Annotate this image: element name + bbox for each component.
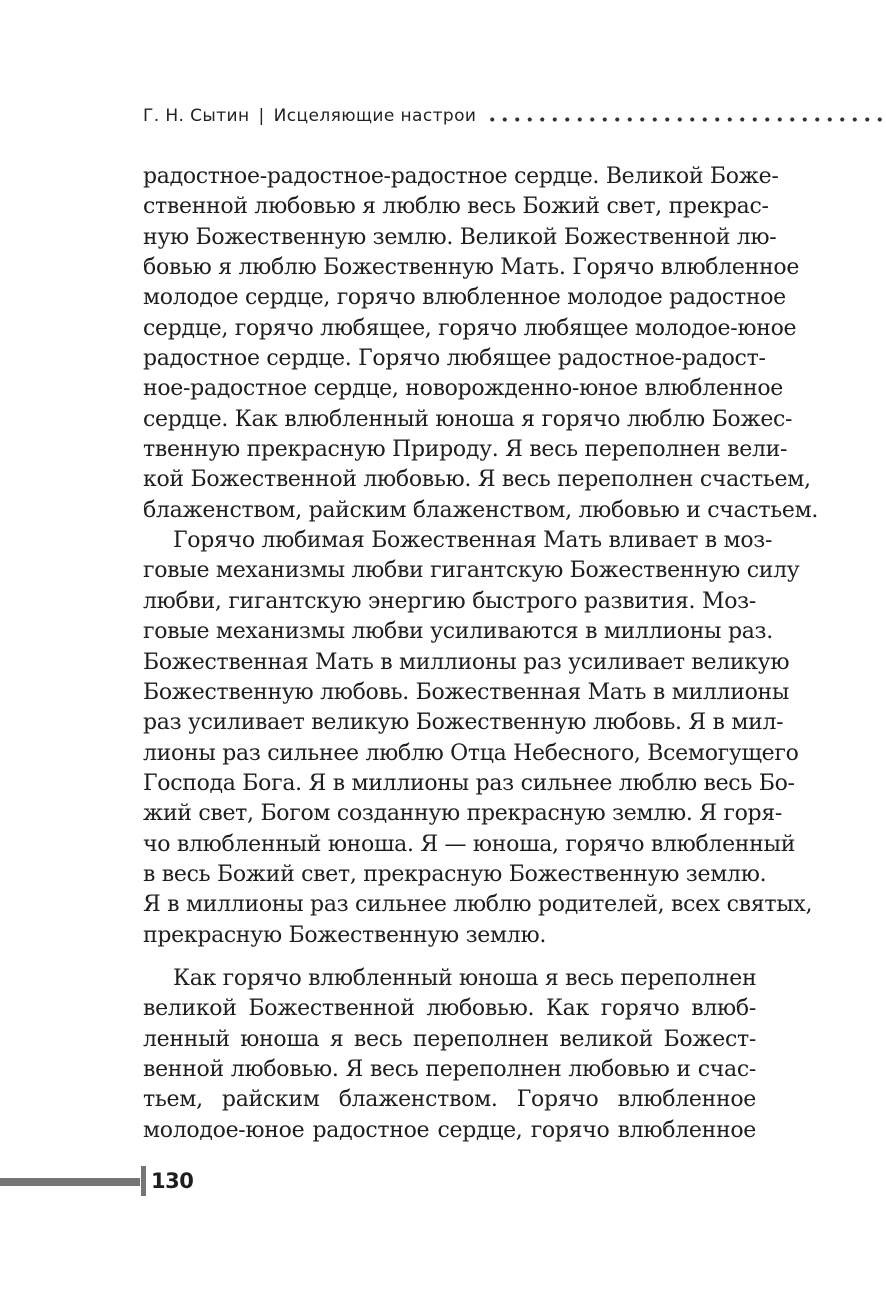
text-line: раз усиливает великую Божественную любовь. Я в мил- <box>143 710 784 736</box>
text-line: чо влюбленный юноша. Я — юноша, горячо влюбленный <box>143 831 796 857</box>
text-line: тьем, райским блаженством. Горячо влюбленное <box>143 1087 756 1113</box>
running-header <box>143 103 886 129</box>
page-number-bar <box>0 1178 140 1186</box>
page-number: 130 <box>151 1169 194 1193</box>
text-line: Божественная Мать в миллионы раз усиливает великую <box>143 649 790 675</box>
text-line: Как горячо влюбленный юноша я весь переполнен <box>173 965 757 991</box>
text-line: Господа Бога. Я в миллионы раз сильнее люблю весь Бо- <box>143 770 795 796</box>
text-line: Горячо любимая Божественная Мать вливает в моз- <box>173 528 773 554</box>
paragraph-1 <box>143 162 819 526</box>
text-line: бовью я люблю Божественную Мать. Горячо влюбленное <box>143 255 800 281</box>
text-line: в весь Божий свет, прекрасную Божественную землю. <box>143 861 767 887</box>
text-line: ную Божественную землю. Великой Божественной лю- <box>143 224 777 250</box>
paragraph-3 <box>143 964 756 1146</box>
text-line: ленный юноша я весь переполнен великой Божест- <box>143 1026 756 1052</box>
text-line: ное-радостное сердце, новорожденно-юное влюбленное <box>143 376 783 402</box>
text-line: твенную прекрасную Природу. Я весь переполнен вели- <box>143 437 788 463</box>
page-number-tick <box>141 1166 146 1196</box>
text-line: радостное сердце. Горячо любящее радостное-радост- <box>143 346 766 372</box>
paragraph-2 <box>143 526 813 951</box>
text-line: жий свет, Богом созданную прекрасную землю. Я горя- <box>143 801 783 827</box>
header-separator: | <box>258 106 265 126</box>
text-line: любви, гигантскую энергию быстрого развития. Моз- <box>143 588 756 614</box>
text-line: говые механизмы любви гигантскую Божественную силу <box>143 558 800 584</box>
text-line: блаженством, райским блаженством, любовью и счастьем. <box>143 497 819 523</box>
text-line: кой Божественной любовью. Я весь переполнен счастьем, <box>143 467 811 493</box>
text-line: молодое-юное радостное сердце, горячо влюбленное <box>143 1117 756 1143</box>
text-line: ственной любовью я люблю весь Божий свет, прекрас- <box>143 194 769 220</box>
header-dotted-leader <box>486 117 886 122</box>
text-line: сердце. Как влюбленный юноша я горячо люблю Божес- <box>143 406 793 432</box>
text-line: молодое сердце, горячо влюбленное молодое радостное <box>143 285 786 311</box>
text-line: великой Божественной любовью. Как горячо влюб- <box>143 996 756 1022</box>
header-author: Г. Н. Сытин <box>143 106 250 126</box>
text-line: сердце, горячо любящее, горячо любящее молодое-юное <box>143 315 797 341</box>
text-line: венной любовью. Я весь переполнен любовью и счас- <box>143 1056 756 1082</box>
page-body <box>143 162 819 1146</box>
text-line: радостное-радостное-радостное сердце. Великой Боже- <box>143 164 779 189</box>
text-line: Божественную любовь. Божественная Мать в миллионы <box>143 679 790 705</box>
text-line: говые механизмы любви усиливаются в миллионы раз. <box>143 619 773 645</box>
text-line: Я в миллионы раз сильнее люблю родителей, всех святых, <box>143 892 813 918</box>
text-line: прекрасную Божественную землю. <box>143 922 547 948</box>
header-book-title: Исцеляющие настрои <box>273 106 477 126</box>
text-line: лионы раз сильнее люблю Отца Небесного, Всемогущего <box>143 740 799 766</box>
